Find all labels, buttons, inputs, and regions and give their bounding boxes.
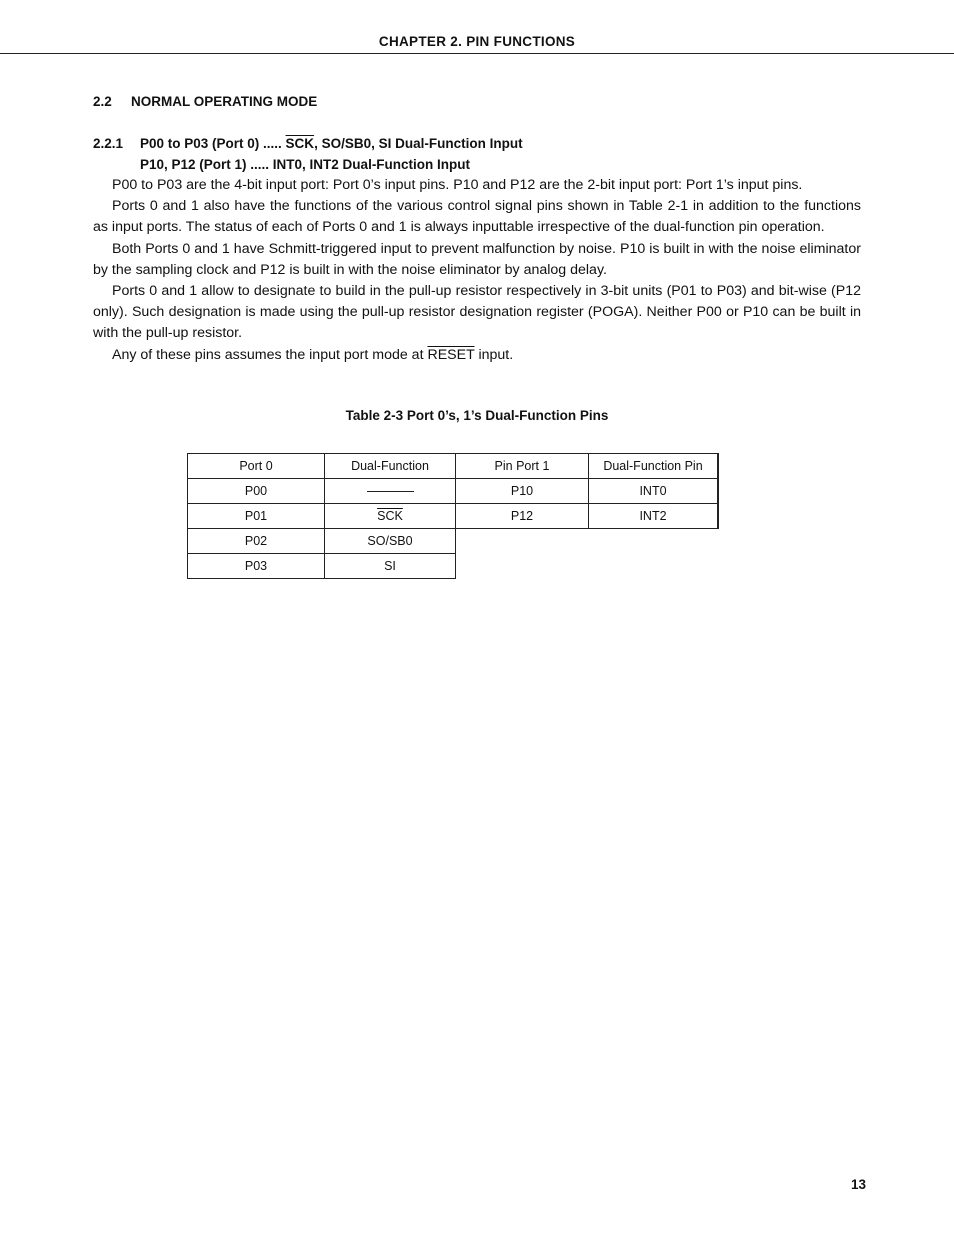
paragraph-1: P00 to P03 are the 4-bit input port: Port 0’s input pins. P10 and P12 are the 2-bit input port: Port 1’s input pins. [112, 177, 803, 193]
section-heading [93, 94, 317, 109]
subsection-line-1 [93, 133, 523, 154]
paragraph-4: Ports 0 and 1 allow to designate to build in the pull-up resistor respectively in 3-bit units (P01 to P03) and bit-wise (P12 only). Such designation is made using the pull-up resistor designation register (POGA). Neither P00 or P10 can be built in with the pull-up resistor. [93, 283, 861, 342]
subsection-heading [93, 133, 523, 175]
table-cell: INT2 [589, 504, 719, 529]
table-cell: P00 [188, 479, 325, 504]
table-header-cell: Dual-Function Pin [589, 454, 719, 479]
page-number: 13 [850, 1177, 866, 1192]
section-title: NORMAL OPERATING MODE [131, 94, 318, 109]
table-cell: P12 [456, 504, 589, 529]
table-row [188, 554, 719, 579]
table-cell: P03 [188, 554, 325, 579]
header-rule [0, 53, 954, 54]
paragraph-5 [93, 345, 861, 366]
dual-function-pin-table [187, 453, 719, 579]
table-header-row [188, 454, 719, 479]
table-cell: P02 [188, 529, 325, 554]
table-row [188, 479, 719, 504]
paragraph-5-pre: Any of these pins assumes the input port mode at [112, 346, 428, 363]
sck-signal-name: $\overline{SCK}$ [285, 136, 315, 151]
running-header: CHAPTER 2. PIN FUNCTIONS [378, 34, 576, 49]
table-header-cell: Pin Port 1 [456, 454, 589, 479]
table-cell [325, 504, 456, 529]
body-text [93, 175, 861, 366]
table-caption: Table 2-3 Port 0’s, 1’s Dual-Function Pins [345, 408, 609, 423]
table-cell-no-function [325, 479, 456, 504]
table-empty-cell [456, 529, 719, 554]
table-header-cell: Dual-Function [325, 454, 456, 479]
table-cell: SI [325, 554, 456, 579]
subsection-line1-post: , SO/SB0, SI Dual-Function Input [314, 136, 523, 151]
table-cell: SO/SB0 [325, 529, 456, 554]
sck-cell-text: $\overline{SCK}$ [377, 509, 403, 523]
paragraph-3: Both Ports 0 and 1 have Schmitt-triggered input to prevent malfunction by noise. P10 is built in with the noise eliminator by the sampling clock and P12 is built in with the noise eliminator by analog delay. [93, 240, 861, 278]
table-cell: INT0 [589, 479, 719, 504]
no-function-dash [367, 491, 414, 492]
reset-signal-name: RESET [427, 346, 475, 363]
table-header-cell: Port 0 [188, 454, 325, 479]
table-empty-cell [456, 554, 719, 579]
section-number: 2.2 [93, 94, 112, 109]
paragraph-5-post: input. [474, 346, 514, 363]
table-row [188, 504, 719, 529]
table-cell: P10 [456, 479, 589, 504]
subsection-number: 2.2.1 [93, 136, 124, 151]
table-row [188, 529, 719, 554]
subsection-line1-pre: P00 to P03 (Port 0) ..... [140, 136, 286, 151]
table-cell: P01 [188, 504, 325, 529]
paragraph-2: Ports 0 and 1 also have the functions of the various control signal pins shown in Table 2-1 in addition to the functions as input ports. The status of each of Ports 0 and 1 is always inputtable irrespective of the dual-function pin operation. [93, 198, 861, 236]
subsection-line-2: P10, P12 (Port 1) ..... INT0, INT2 Dual-Function Input [140, 157, 471, 172]
